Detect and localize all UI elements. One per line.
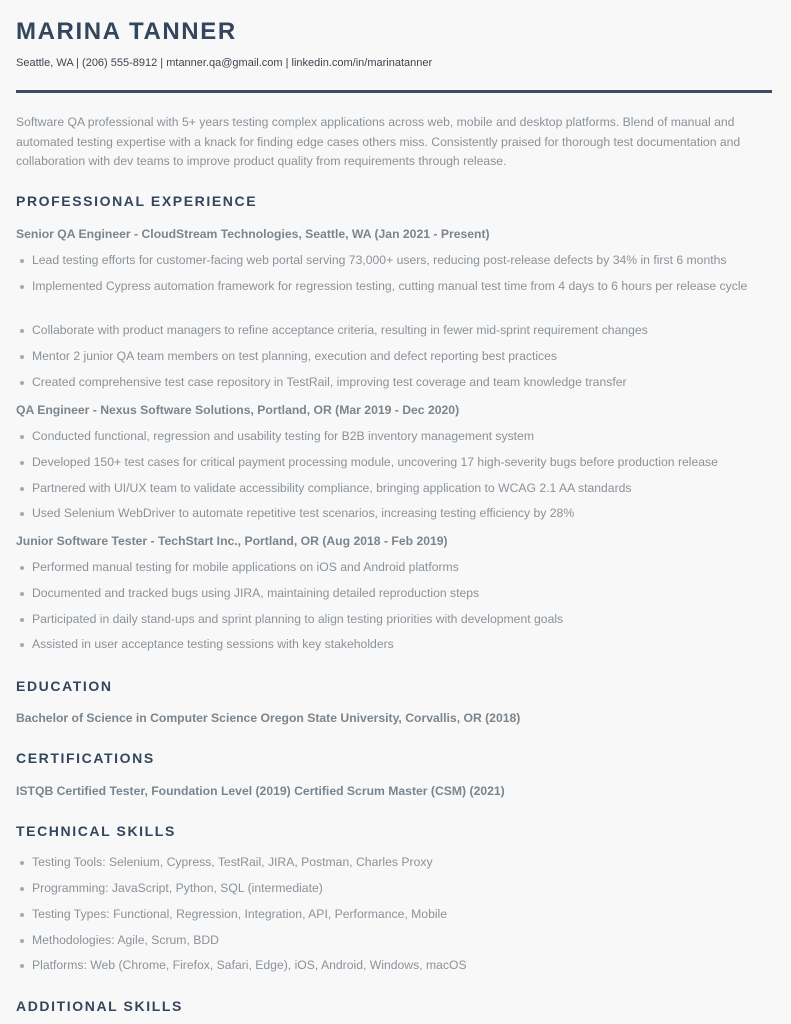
job-bullet: Lead testing efforts for customer-facing web portal serving 73,000+ users, reducing post-release defects by 34% in first 6 months: [32, 251, 772, 271]
skill-item: Testing Tools: Selenium, Cypress, TestRail, JIRA, Postman, Charles Proxy: [32, 853, 772, 873]
job-bullet: Used Selenium WebDriver to automate repetitive test scenarios, increasing testing efficiency by 28%: [32, 504, 772, 524]
education-entry: Bachelor of Science in Computer Science Oregon State University, Corvallis, OR (2018): [16, 711, 521, 725]
job-bullet: Conducted functional, regression and usability testing for B2B inventory management system: [32, 427, 772, 447]
job-bullet: Participated in daily stand-ups and sprint planning to align testing priorities with development goals: [32, 610, 772, 630]
job-bullet: Partnered with UI/UX team to validate accessibility compliance, bringing application to WCAG 2.1 AA standards: [32, 479, 772, 499]
contact-line: Seattle, WA | (206) 555-8912 | mtanner.qa@gmail.com | linkedin.com/in/marinatanner: [16, 57, 433, 69]
job-title: Junior Software Tester - TechStart Inc., Portland, OR (Aug 2018 - Feb 2019): [16, 534, 448, 548]
job-bullet: Developed 150+ test cases for critical payment processing module, uncovering 17 high-severity bugs before production release: [32, 453, 772, 473]
technical-skills-heading: TECHNICAL SKILLS: [16, 823, 176, 839]
additional-skills-heading: ADDITIONAL SKILLS: [16, 998, 183, 1014]
job-bullet: Collaborate with product managers to refine acceptance criteria, resulting in fewer mid-sprint requirement changes: [32, 321, 772, 341]
job-bullet: Created comprehensive test case repository in TestRail, improving test coverage and team knowledge transfer: [32, 373, 772, 393]
certifications-heading: CERTIFICATIONS: [16, 750, 155, 766]
job-bullet: Assisted in user acceptance testing sessions with key stakeholders: [32, 635, 772, 655]
job-title: QA Engineer - Nexus Software Solutions, Portland, OR (Mar 2019 - Dec 2020): [16, 403, 460, 417]
certifications-entry: ISTQB Certified Tester, Foundation Level (2019) Certified Scrum Master (CSM) (2021): [16, 784, 505, 798]
skill-item: Platforms: Web (Chrome, Firefox, Safari, Edge), iOS, Android, Windows, macOS: [32, 956, 772, 976]
job-title: Senior QA Engineer - CloudStream Technologies, Seattle, WA (Jan 2021 - Present): [16, 227, 490, 241]
header-divider: [16, 90, 772, 93]
education-heading: EDUCATION: [16, 678, 113, 694]
skill-item: Testing Types: Functional, Regression, Integration, API, Performance, Mobile: [32, 905, 772, 925]
job-bullet: Implemented Cypress automation framework for regression testing, cutting manual test time from 4 days to 6 hours per release cycle: [32, 277, 772, 297]
job-bullet: Mentor 2 junior QA team members on test planning, execution and defect reporting best practices: [32, 347, 772, 367]
summary-paragraph: Software QA professional with 5+ years testing complex applications across web, mobile and desktop platforms. Blend of manual and automated testing expertise with a knack for finding edge cases others miss. Consistently praised for thorough test documentation and collaboration with dev teams to improve product quality from requirements through release.: [16, 115, 741, 168]
skill-item: Methodologies: Agile, Scrum, BDD: [32, 931, 772, 951]
job-bullet: Documented and tracked bugs using JIRA, maintaining detailed reproduction steps: [32, 584, 772, 604]
skill-item: Programming: JavaScript, Python, SQL (intermediate): [32, 879, 772, 899]
job-bullet: Performed manual testing for mobile applications on iOS and Android platforms: [32, 558, 772, 578]
experience-heading: PROFESSIONAL EXPERIENCE: [16, 193, 258, 209]
candidate-name: MARINA TANNER: [16, 18, 237, 45]
